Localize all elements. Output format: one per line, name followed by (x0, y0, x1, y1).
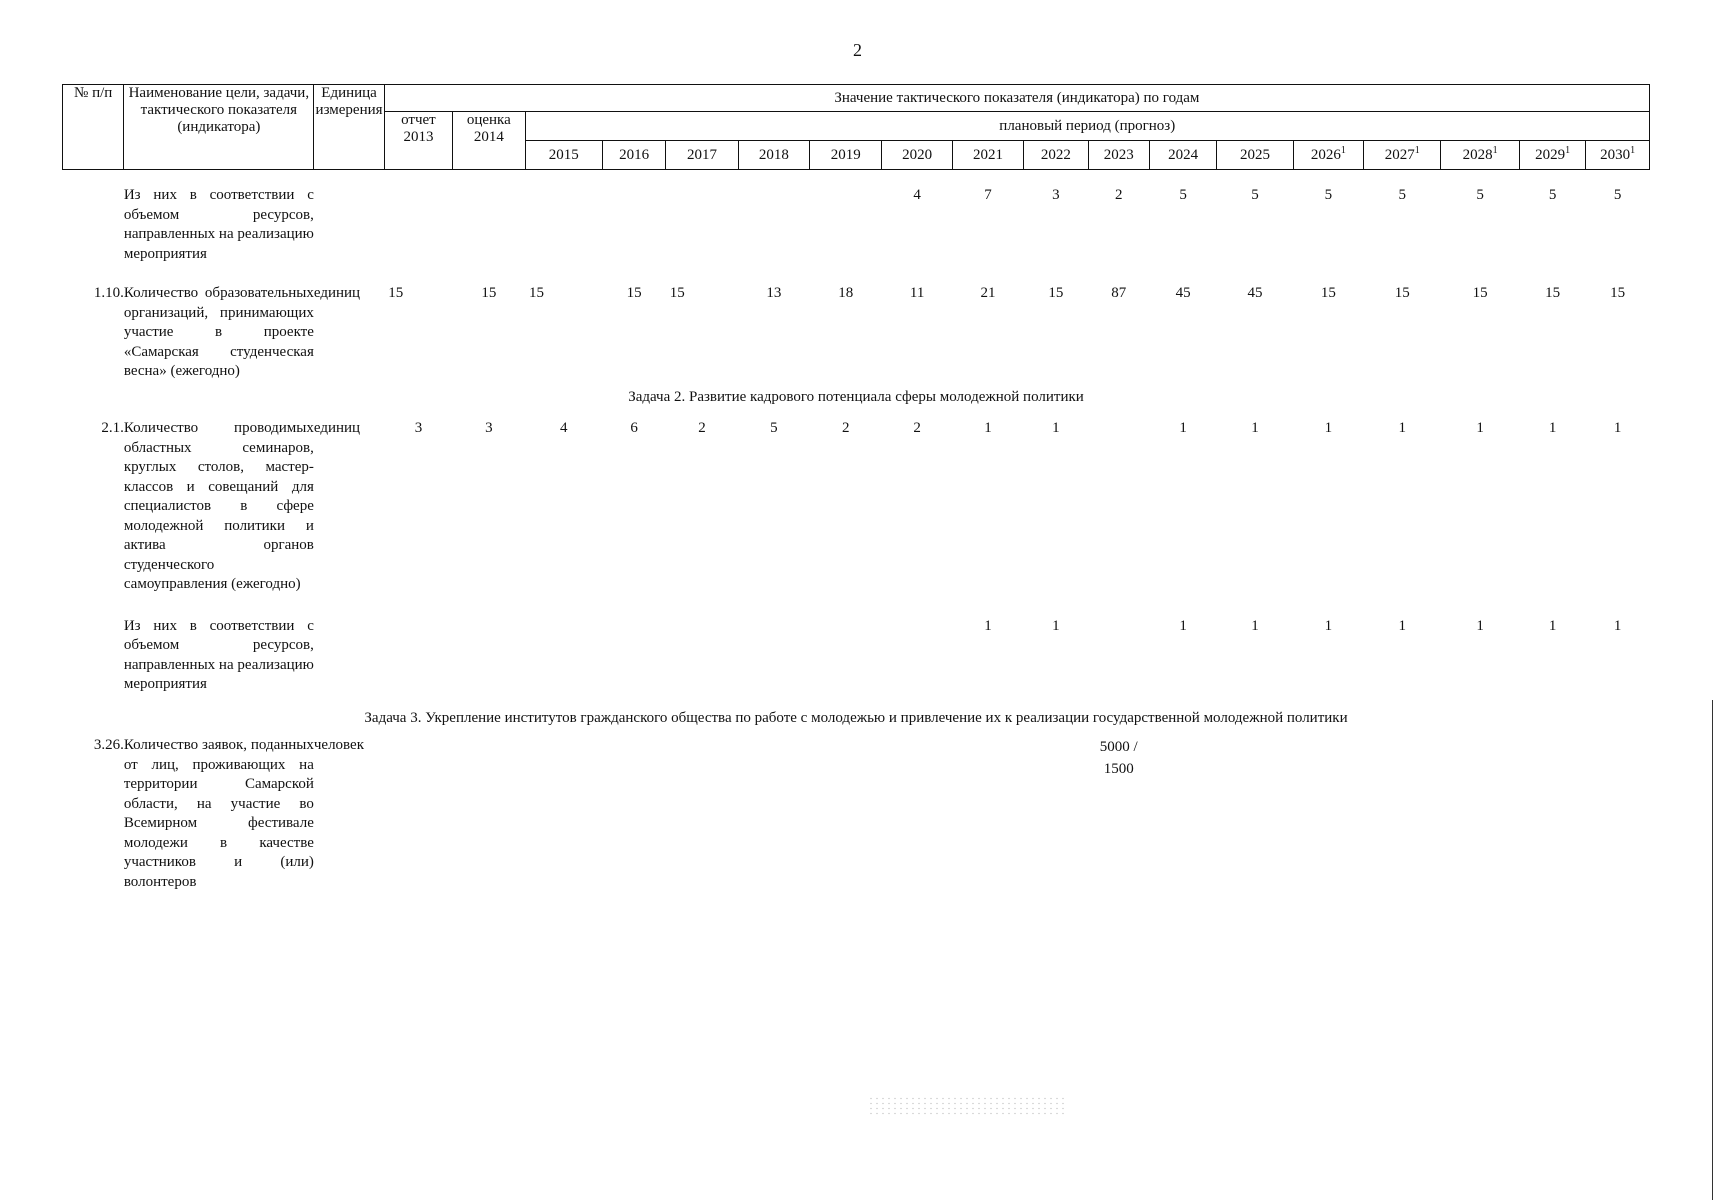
header-year: 2025 (1217, 141, 1293, 170)
value-cell (810, 186, 882, 264)
value-cell (882, 617, 952, 695)
indicator-name: Количество заявок, поданных от лиц, проживающих на территории Самарской области, на участие во Всемирном фестивале молодежи в качестве участников и (или) волонтеров (123, 737, 314, 890)
value-cell: 5 (1324, 187, 1333, 203)
value-cell: 1 (1613, 420, 1622, 436)
indicator-table (62, 84, 1650, 892)
header-year: 2018 (738, 141, 809, 170)
value-cell (525, 617, 602, 695)
value-cell: 15 (1610, 285, 1626, 301)
indicator-table-sheet (62, 84, 1650, 892)
task-heading: Задача 2. Развитие кадрового потенциала сферы молодежной политики (628, 388, 1084, 405)
value-cell: 4 (913, 187, 921, 203)
value-cell (602, 186, 665, 264)
footnote-mark: 1 (1414, 144, 1420, 156)
value-cell: 3 (485, 420, 493, 436)
value-cell: 15 (1048, 285, 1064, 301)
value-cell: 21 (980, 285, 996, 301)
value-cell (666, 617, 738, 695)
row-number: 3.26. (93, 737, 124, 753)
value-cell: 15 (669, 285, 685, 301)
value-cell: 1 (1398, 420, 1406, 436)
value-cell: 1 (1052, 617, 1060, 634)
scan-noise (868, 1096, 1068, 1116)
header-unit: Единица измерения (314, 85, 384, 170)
table-body (63, 170, 1650, 893)
value-cell (1088, 617, 1149, 695)
value-cell: 5 (1613, 187, 1622, 203)
header-year: 2016 (602, 141, 665, 170)
header-report-2013: отчет 2013 (384, 112, 452, 170)
value-cell: 15 (481, 285, 497, 301)
value-cell: 5 (1251, 187, 1259, 203)
task-heading-row (63, 382, 1650, 416)
value-cell: 13 (766, 285, 782, 301)
table-row (63, 284, 1650, 382)
value-cell: 2 (1114, 187, 1123, 203)
value-cell: 1 (984, 420, 992, 436)
task-heading-row (63, 695, 1650, 737)
task-heading: Задача 3. Укрепление институтов гражданского общества по работе с молодежью и привлечение их к реализации государственной молодежной политики (364, 709, 1348, 726)
value-cell: 1 (1548, 617, 1557, 634)
header-year: 2020 (882, 141, 952, 170)
value-cell: 3 (1052, 187, 1060, 203)
value-cell: 1 (1476, 617, 1484, 634)
footnote-mark: 1 (1630, 144, 1636, 156)
value-cell: 2 (913, 420, 921, 436)
value-cell (810, 617, 882, 695)
table-row (63, 617, 1650, 695)
value-cell: 15 (626, 285, 642, 301)
table-row (63, 186, 1650, 264)
value-cell: 45 (1175, 285, 1191, 301)
value-cell: 5 (1179, 187, 1187, 203)
indicator-name: Из них в соответствии с объемом ресурсов, направленных на реализацию мероприятия (123, 617, 314, 692)
value-cell: 15 (1545, 285, 1561, 301)
value-cell (384, 186, 452, 264)
value-cell (738, 617, 809, 695)
value-cell (1088, 419, 1149, 595)
value-cell: 1 (1052, 420, 1060, 436)
table-row (63, 419, 1650, 595)
value-cell: 15 (1472, 285, 1488, 301)
header-year: 2019 (810, 141, 882, 170)
header-year-noted: 2029$^1$ (1519, 141, 1585, 170)
value-cell: 45 (1247, 285, 1263, 301)
value-cell: 5 (1398, 187, 1406, 203)
header-year-noted: 2027$^1$ (1364, 141, 1441, 170)
indicator-name: Количество образовательных организаций, принимающих участие в проекте «Самарская студенческая весна» (ежегодно) (123, 285, 314, 379)
value-cell: 15 (1394, 285, 1410, 301)
header-year-noted: 2030$^1$ (1586, 141, 1650, 170)
value-cell: 15 (388, 285, 404, 301)
value-cell: 7 (984, 187, 992, 203)
indicator-name: Количество проводимых областных семинаров, круглых столов, мастер-классов и совещаний для специалистов в сфере молодежной политики и актива органов студенческого самоуправления (ежегодно) (123, 420, 314, 592)
value-cell (453, 617, 525, 695)
header-estimate-2014: оценка 2014 (453, 112, 525, 170)
header-year: 2017 (666, 141, 738, 170)
value-cell: 18 (838, 285, 854, 301)
value-cell: 87 (1111, 285, 1127, 301)
footnote-mark: 1 (1340, 144, 1346, 156)
value-cell (738, 186, 809, 264)
value-cell (602, 617, 665, 695)
value-cell: 1 (1324, 420, 1333, 436)
unit-cell: единиц (313, 420, 361, 436)
value-cell: 1 (1179, 420, 1187, 436)
value-cell: 15 (529, 285, 545, 301)
value-cell (666, 186, 738, 264)
value-cell: 1 (1613, 617, 1622, 634)
value-cell-2023 (1088, 736, 1149, 892)
page-number: 2 (853, 40, 862, 60)
header-no: № п/п (63, 85, 124, 170)
value-cell: 3 (414, 420, 423, 436)
value-cell: 15 (1320, 285, 1336, 301)
value-cell: 2 (698, 420, 706, 436)
header-planned-period: плановый период (прогноз) (525, 112, 1649, 141)
unit-cell: человек (313, 737, 365, 753)
header-values-group: Значение тактического показателя (индикатора) по годам (384, 85, 1649, 112)
header-year-noted: 2028$^1$ (1441, 141, 1519, 170)
value-cell: 11 (909, 285, 925, 301)
row-number: 1.10. (93, 285, 124, 301)
value-cell: 5 (1548, 187, 1557, 203)
unit-cell: единиц (313, 285, 361, 301)
value-cell: 1 (1179, 617, 1187, 634)
value-cell: 4 (559, 420, 568, 436)
value-cell: 2 (842, 420, 850, 436)
table-header (63, 85, 1650, 170)
value-cell (384, 617, 452, 695)
value-cell (453, 186, 525, 264)
value-cell: 6 (630, 420, 638, 436)
header-name: Наименование цели, задачи, тактического показателя (индикатора) (124, 85, 314, 170)
header-year: 2024 (1149, 141, 1216, 170)
value-cell: 1 (1251, 420, 1259, 436)
header-year-noted: 2026$^1$ (1293, 141, 1363, 170)
header-year: 2023 (1088, 141, 1149, 170)
value-cell: 1 (1548, 420, 1557, 436)
row-number: 2.1. (101, 420, 124, 436)
footnote-mark: 1 (1492, 144, 1498, 156)
value-cell: 1 (1251, 617, 1259, 634)
header-year: 2021 (952, 141, 1023, 170)
value-cell: 1 (984, 617, 992, 634)
header-year: 2022 (1024, 141, 1088, 170)
scan-edge-line (1712, 700, 1713, 1200)
value-cell: 1 (1476, 420, 1484, 436)
table-row (63, 736, 1650, 892)
footnote-mark: 1 (1565, 144, 1571, 156)
value-cell: 1 (1324, 617, 1333, 634)
value-cell: 5 (770, 420, 778, 436)
value-cell (525, 186, 602, 264)
header-year: 2015 (525, 141, 602, 170)
value-cell: 1 (1398, 617, 1406, 634)
fraction-value: 5000 / 1500 (1099, 739, 1138, 777)
indicator-name: Из них в соответствии с объемом ресурсов, направленных на реализацию мероприятия (123, 187, 314, 262)
value-cell: 5 (1476, 187, 1484, 203)
